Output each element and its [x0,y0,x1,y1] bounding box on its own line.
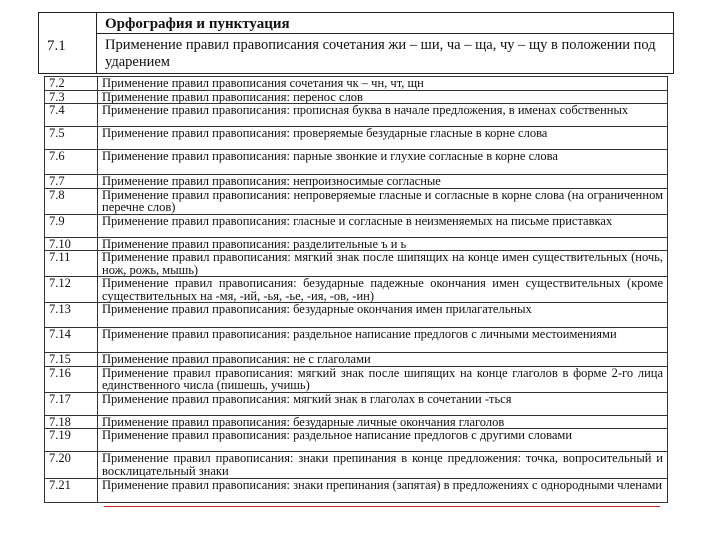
row-number: 7.11 [45,251,98,277]
row-text: Применение правил правописания: перенос слов [98,90,668,104]
row-text: Применение правил правописания: непроизносимые согласные [98,175,668,189]
first-row-number-cell [39,13,97,73]
row-number: 7.9 [45,214,98,237]
row-number: 7.6 [45,150,98,175]
row-text: Применение правил правописания: мягкий знак в глаголах в сочетании -ться [98,392,668,415]
row-number: 7.19 [45,429,98,452]
row-number: 7.14 [45,328,98,353]
row-text: Применение правил правописания: непроверяемые гласные и согласные в корне слова (на ограниченном перечне слов) [98,188,668,214]
row-number: 7.2 [45,77,98,91]
table-row [45,303,668,328]
row-number: 7.12 [45,277,98,303]
header-divider [97,33,673,34]
highlight-underline [104,506,660,507]
table-row [45,150,668,175]
table-row [45,353,668,367]
table-row [45,175,668,189]
row-number: 7.1 [47,38,66,54]
table-row [45,188,668,214]
table-row [45,328,668,353]
row-number: 7.8 [45,188,98,214]
row-number: 7.3 [45,90,98,104]
row-text: Применение правил правописания: раздельное написание предлогов с другими словами [98,429,668,452]
row-text: Применение правил правописания: разделительные ъ и ь [98,237,668,251]
row-text: Применение правил правописания: безударные падежные окончания имен существительных (кроме существительных на -мя, -ий, -ья, -ье, -ия, -ов, -ин) [98,277,668,303]
table-row [45,237,668,251]
row-number: 7.16 [45,366,98,392]
table-row [45,452,668,479]
row-number: 7.17 [45,392,98,415]
row-text: Применение правил правописания: знаки препинания в конце предложения: точка, вопросительный и восклицательный знаки [98,452,668,479]
row-text: Применение правил правописания: раздельное написание предлогов с личными местоимениями [98,328,668,353]
table-row [45,127,668,150]
row-number: 7.13 [45,303,98,328]
row-text: Применение правил правописания: безударные окончания имен прилагательных [98,303,668,328]
row-text: Применение правил правописания сочетания чк – чн, чт, щн [98,77,668,91]
row-number: 7.5 [45,127,98,150]
row-number: 7.21 [45,479,98,503]
row-text: Применение правил правописания: мягкий знак после шипящих на конце имен существительных (ночь, нож, рожь, мышь) [98,251,668,277]
row-number: 7.18 [45,415,98,429]
row-text: Применение правил правописания: безударные личные окончания глаголов [98,415,668,429]
row-number: 7.15 [45,353,98,367]
table-row [45,366,668,392]
section-header-block [38,12,674,74]
table-row [45,104,668,127]
table-row [45,277,668,303]
row-text: Применение правил правописания: прописная буква в начале предложения, в именах собственных [98,104,668,127]
first-row-text: Применение правил правописания сочетания жи – ши, ча – ща, чу – щу в положении под ударением [105,37,656,70]
row-text: Применение правил правописания: мягкий знак после шипящих на конце глаголов в форме 2-го лица единственного числа (пишешь, учишь) [98,366,668,392]
row-number: 7.4 [45,104,98,127]
table-row [45,214,668,237]
row-text: Применение правил правописания: проверяемые безударные гласные в корне слова [98,127,668,150]
table-row [45,479,668,503]
table-row [45,251,668,277]
row-number: 7.7 [45,175,98,189]
table-row [45,77,668,91]
table-row [45,415,668,429]
row-text: Применение правил правописания: знаки препинания (запятая) в предложениях с однородными членами [98,479,668,503]
row-text: Применение правил правописания: парные звонкие и глухие согласные в корне слова [98,150,668,175]
row-text: Применение правил правописания: гласные и согласные в неизменяемых на письме приставках [98,214,668,237]
table-row [45,392,668,415]
section-title: Орфография и пунктуация [105,16,290,32]
row-number: 7.10 [45,237,98,251]
row-text: Применение правил правописания: не с глаголами [98,353,668,367]
table-row [45,90,668,104]
row-number: 7.20 [45,452,98,479]
table-row [45,429,668,452]
requirements-table [44,76,668,503]
